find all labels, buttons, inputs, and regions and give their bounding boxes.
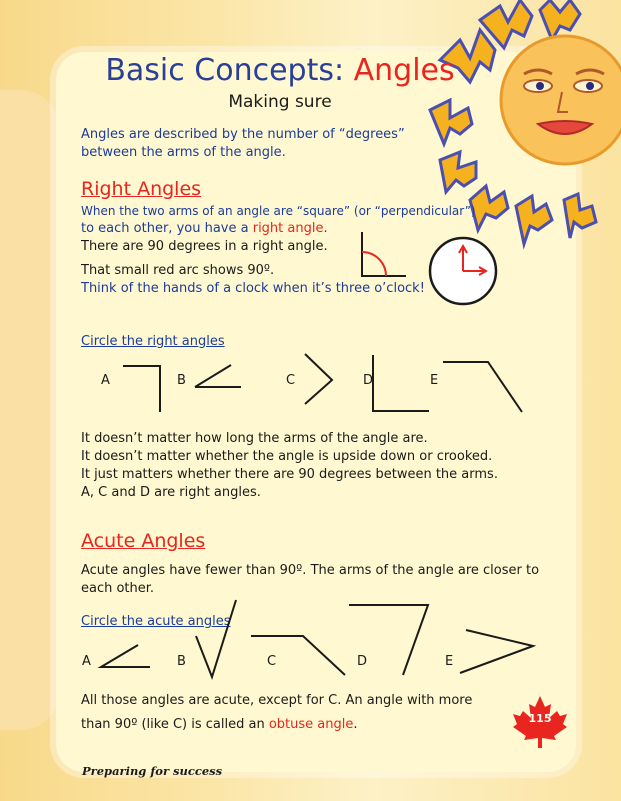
right-line-4: That small red arc shows 90º.	[81, 263, 275, 278]
right-line-2: to each other, you have a right angle.	[81, 221, 328, 236]
acute-exercise-label: Circle the acute angles	[81, 614, 231, 629]
acute-letter-e: E	[445, 654, 454, 669]
acute-close-1: All those angles are acute, except for C. An angle with more	[81, 693, 473, 708]
acute-letter-c: C	[267, 654, 277, 669]
footer-text: Preparing for success	[82, 764, 223, 778]
intro-line-2: between the arms of the angle.	[81, 145, 286, 160]
acute-desc-1: Acute angles have fewer than 90º. The arms of the angle are closer to	[81, 563, 540, 578]
right-letter-a: A	[101, 373, 110, 388]
intro-line-1: Angles are described by the number of “degrees”	[81, 127, 405, 142]
acute-close-2: than 90º (like C) is called an obtuse angle.	[81, 717, 358, 732]
right-exercise-label: Circle the right angles	[81, 334, 225, 349]
right-letter-e: E	[430, 373, 439, 388]
right-note-4: A, C and D are right angles.	[81, 485, 261, 500]
acute-letter-b: B	[177, 654, 186, 669]
page-subtitle: Making sure	[228, 92, 332, 112]
right-note-1: It doesn’t matter how long the arms of the angle are.	[81, 431, 428, 446]
right-note-3: It just matters whether there are 90 degrees between the arms.	[81, 467, 498, 482]
right-letter-b: B	[177, 373, 186, 388]
page-title: Basic Concepts: Angles	[105, 53, 455, 88]
right-line-3: There are 90 degrees in a right angle.	[81, 239, 328, 254]
right-letter-d: D	[363, 373, 374, 388]
right-note-2: It doesn’t matter whether the angle is upside down or crooked.	[81, 449, 493, 464]
right-letter-c: C	[286, 373, 296, 388]
acute-letter-d: D	[357, 654, 368, 669]
right-angles-heading: Right Angles	[81, 178, 202, 200]
acute-letter-a: A	[82, 654, 91, 669]
right-line-5: Think of the hands of a clock when it’s three o’clock!	[81, 281, 425, 296]
acute-angles-heading: Acute Angles	[81, 530, 206, 552]
acute-desc-2: each other.	[81, 581, 155, 596]
page-number: 115	[528, 712, 552, 725]
right-line-1: When the two arms of an angle are “square” (or “perpendicular”)	[81, 204, 476, 218]
